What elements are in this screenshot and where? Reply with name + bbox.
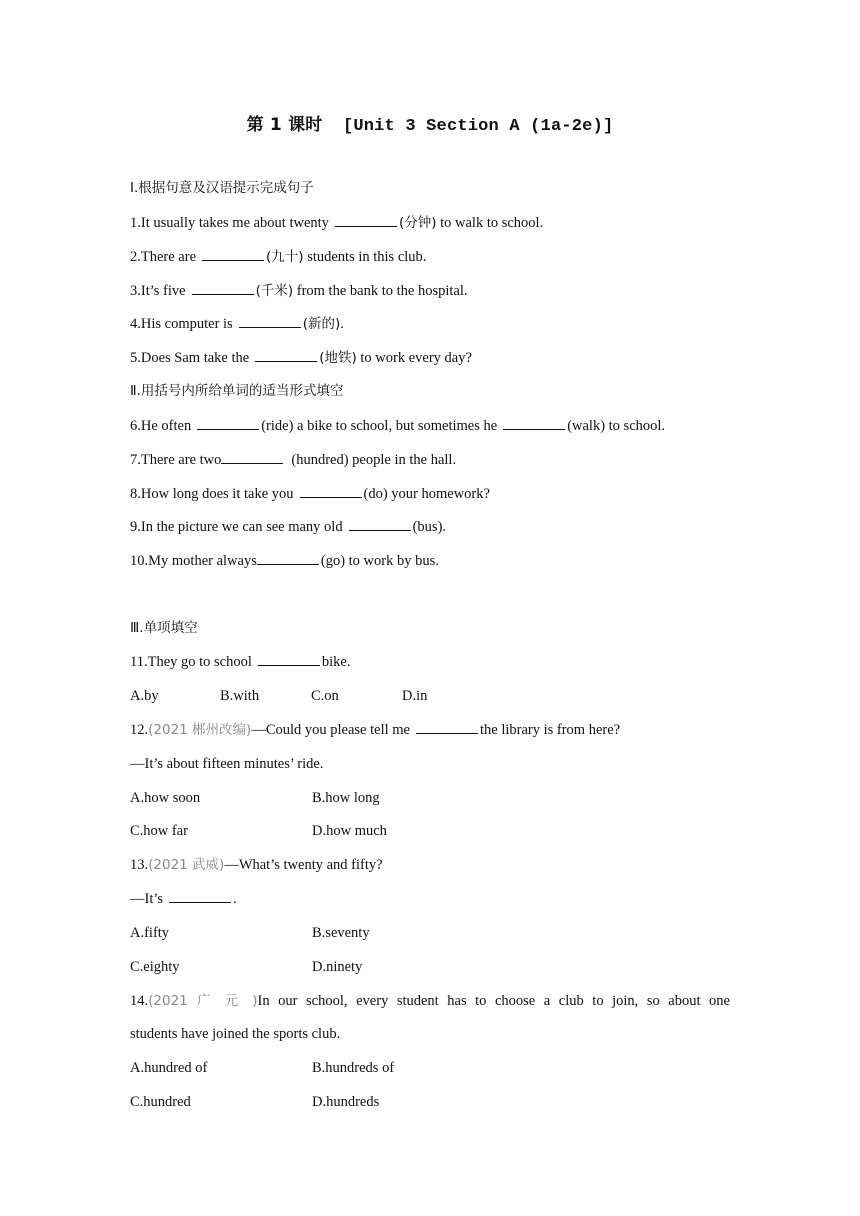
answer-blank[interactable]: [258, 653, 320, 666]
unit-section: [Unit 3 Section A (1a-2e)]: [342, 117, 614, 136]
question-13: 13.(2021 武威)—What’s twenty and fifty?: [130, 857, 383, 873]
answer-blank[interactable]: [300, 485, 362, 498]
answer-blank[interactable]: [255, 349, 317, 362]
question-4: 4.His computer is (新的).: [130, 316, 344, 332]
option-c[interactable]: C.how far: [130, 823, 188, 839]
answer-blank[interactable]: [197, 417, 259, 430]
question-7: 7.There are two (hundred) people in the hall.: [130, 452, 457, 468]
question-12: 12.(2021 郴州改编)—Could you please tell me the library is from here?: [130, 722, 621, 738]
section1-heading: Ⅰ.根据句意及汉语提示完成句子: [130, 180, 314, 196]
option-c[interactable]: C.hundred: [130, 1094, 191, 1110]
option-d[interactable]: D.in: [402, 688, 428, 704]
question-5: 5.Does Sam take the (地铁) to work every day?: [130, 350, 472, 366]
option-c[interactable]: C.on: [311, 688, 339, 704]
question-3: 3.It’s five (千米) from the bank to the hospital.: [130, 283, 468, 299]
option-a[interactable]: A.by: [130, 688, 159, 704]
option-a[interactable]: A.fifty: [130, 925, 170, 941]
option-c[interactable]: C.eighty: [130, 959, 180, 975]
option-d[interactable]: D.how much: [312, 823, 387, 839]
answer-blank[interactable]: [257, 552, 319, 565]
question-13-reply: —It’s .: [130, 891, 237, 907]
question-9: 9.In the picture we can see many old (bus).: [130, 519, 447, 535]
answer-blank[interactable]: [349, 518, 411, 531]
answer-blank[interactable]: [192, 282, 254, 295]
question-12-reply: —It’s about fifteen minutes’ ride.: [130, 756, 324, 772]
question-10: 10.My mother always (go) to work by bus.: [130, 553, 439, 569]
question-11: 11.They go to school bike.: [130, 654, 351, 670]
lesson-number: 第 1 课时: [246, 115, 323, 135]
answer-blank[interactable]: [221, 451, 283, 464]
section3-heading: Ⅲ.单项填空: [130, 620, 198, 636]
option-b[interactable]: B.seventy: [312, 925, 370, 941]
page-title: [0, 110, 860, 136]
option-b[interactable]: B.hundreds of: [312, 1060, 395, 1076]
option-b[interactable]: B.how long: [312, 790, 380, 806]
question-2: 2.There are (九十) students in this club.: [130, 249, 427, 265]
option-a[interactable]: A.hundred of: [130, 1060, 208, 1076]
option-d[interactable]: D.ninety: [312, 959, 363, 975]
question-6: 6.He often (ride) a bike to school, but sometimes he (walk) to school.: [130, 418, 666, 434]
question-14-continued: students have joined the sports club.: [130, 1026, 341, 1042]
section2-heading: Ⅱ.用括号内所给单词的适当形式填空: [130, 383, 344, 399]
answer-blank[interactable]: [169, 890, 231, 903]
source-note: (2021 武威): [148, 857, 225, 873]
question-8: 8.How long does it take you (do) your homework?: [130, 486, 490, 502]
answer-blank[interactable]: [335, 214, 397, 227]
option-b[interactable]: B.with: [220, 688, 260, 704]
answer-blank[interactable]: [239, 315, 301, 328]
answer-blank[interactable]: [202, 248, 264, 261]
question-14: 14.(2021 广 元 )In our school, every student has to choose a club to join, so about one: [130, 993, 730, 1009]
question-1: 1.It usually takes me about twenty (分钟) to walk to school.: [130, 215, 544, 231]
option-d[interactable]: D.hundreds: [312, 1094, 380, 1110]
answer-blank[interactable]: [416, 721, 478, 734]
option-a[interactable]: A.how soon: [130, 790, 201, 806]
source-note: (2021 郴州改编): [148, 722, 252, 738]
source-note: (2021 广 元 ): [148, 993, 258, 1009]
answer-blank[interactable]: [503, 417, 565, 430]
